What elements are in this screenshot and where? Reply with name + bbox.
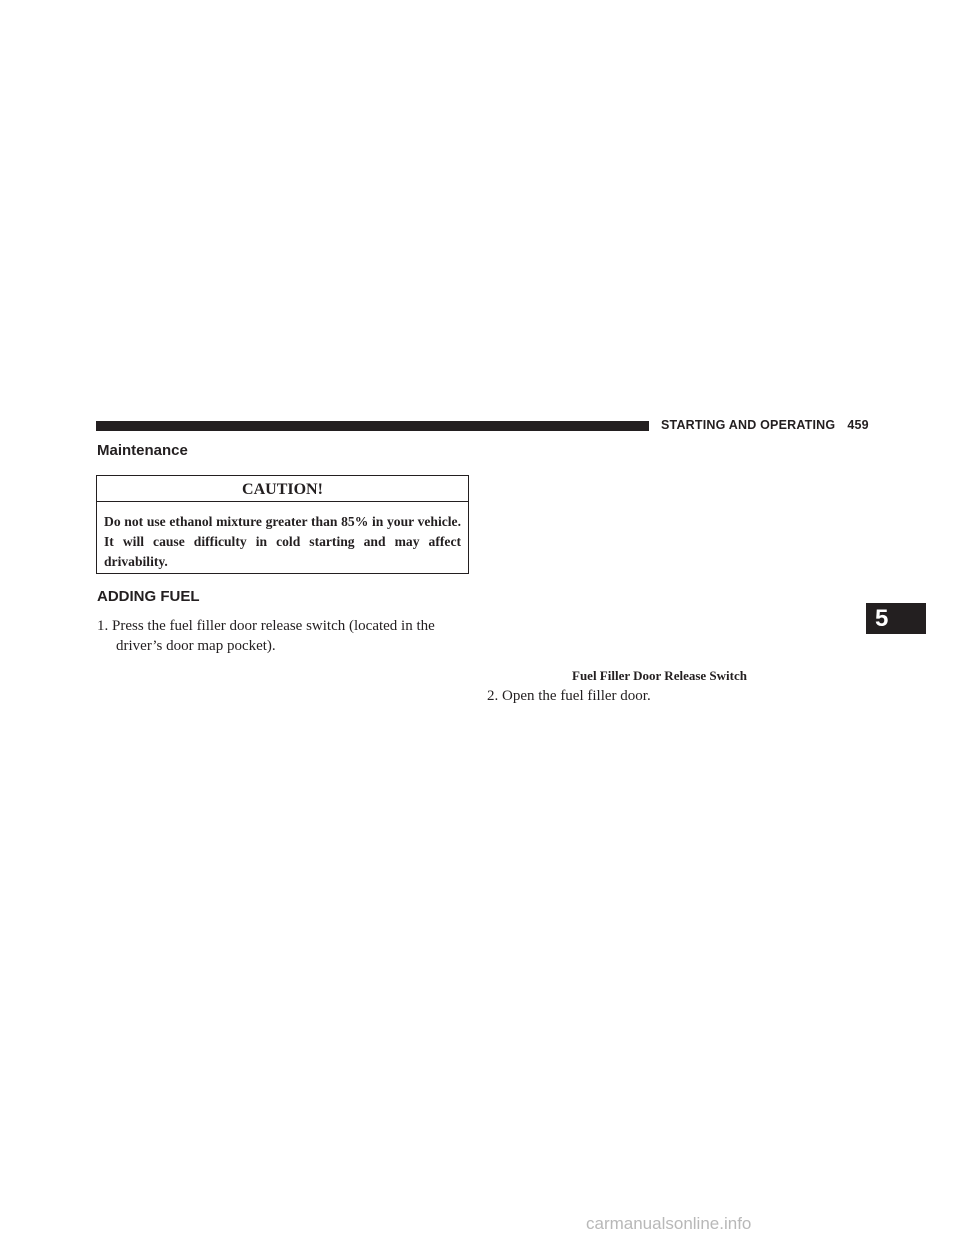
figure-caption: Fuel Filler Door Release Switch — [572, 668, 747, 683]
header-section-title: STARTING AND OPERATING — [661, 418, 836, 432]
step-1-text-line1: Press the fuel filler door release switch (located in the — [112, 618, 435, 634]
adding-fuel-heading: ADDING FUEL — [97, 588, 200, 605]
caution-box — [96, 475, 469, 574]
header-rule — [96, 421, 649, 431]
step-2 — [487, 686, 651, 706]
chapter-tab: 5 — [866, 603, 926, 634]
step-1-number: 1. — [97, 618, 109, 634]
watermark: carmanualsonline.info — [586, 1214, 752, 1233]
page-number: 459 — [847, 418, 869, 432]
caution-text: Do not use ethanol mixture greater than 85% in your vehicle. It will cause difficulty in cold starting and may affect drivability. — [104, 514, 461, 569]
step-2-text: Open the fuel filler door. — [502, 688, 651, 704]
section-heading: Maintenance — [97, 442, 188, 459]
step-2-number: 2. — [487, 688, 499, 704]
step-1-text-line2: driver’s door map pocket). — [116, 638, 276, 654]
caution-title: CAUTION! — [97, 476, 468, 502]
step-1 — [97, 616, 477, 656]
running-header — [661, 418, 869, 432]
